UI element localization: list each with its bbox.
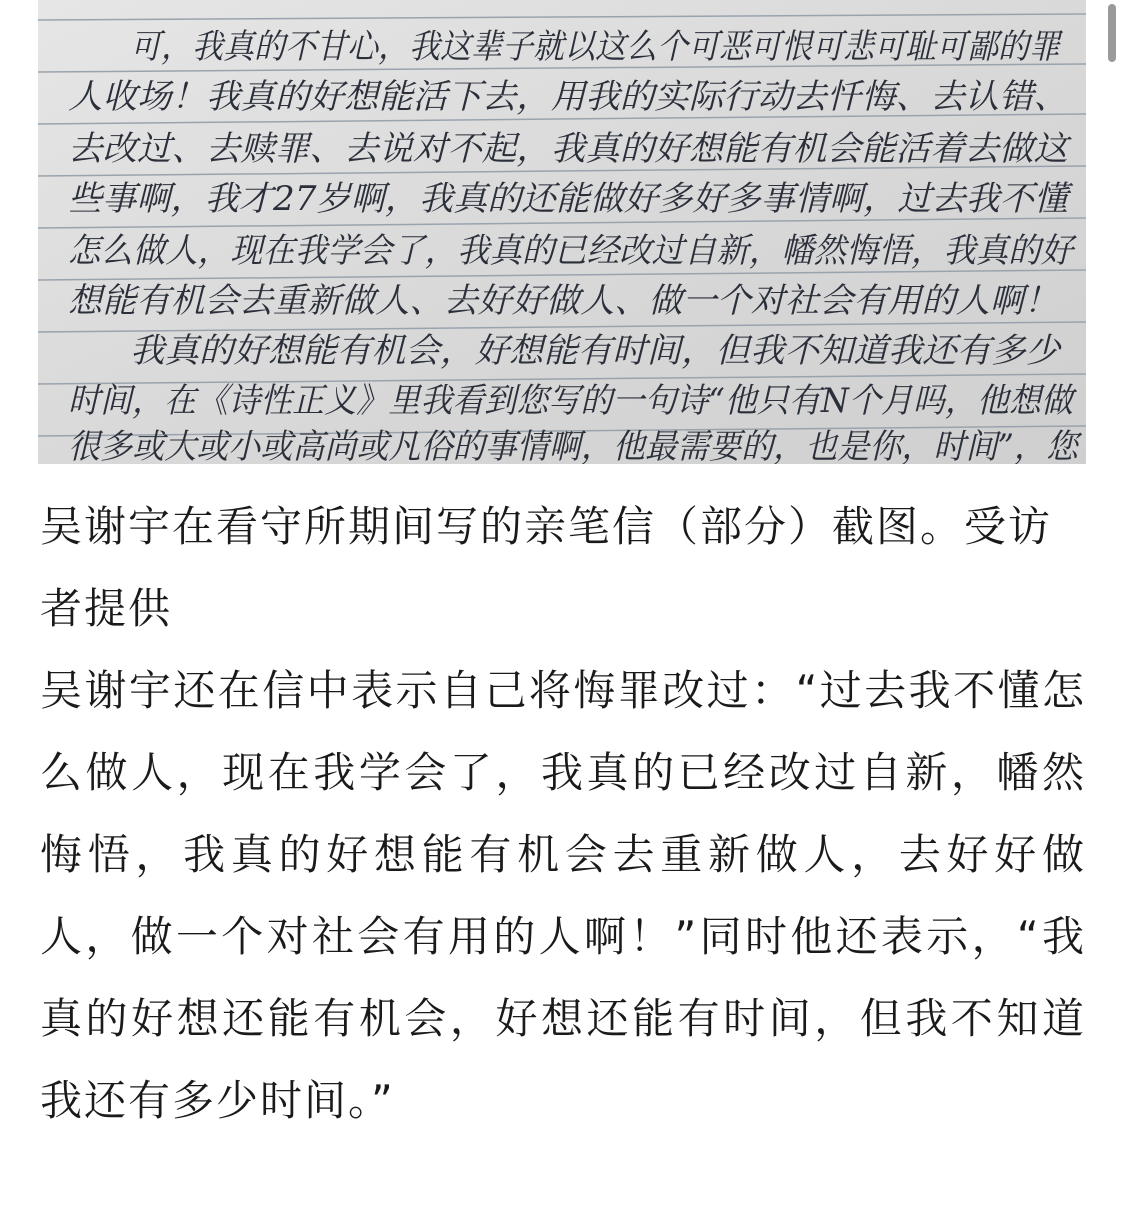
letter-paper (38, 0, 1086, 464)
letter-line: 可，我真的不甘心，我这辈子就以这么个可恶可恨可悲可耻可鄙的罪 (130, 27, 1064, 67)
handwritten-letter-image (38, 0, 1086, 464)
letter-line: 我真的好想能有机会，好想能有时间，但我不知道我还有多少 (130, 331, 1066, 371)
letter-line: 想能有机会去重新做人、去好好做人、做一个对社会有用的人啊！ (68, 281, 1058, 321)
letter-line: 人收场！我真的好想能活下去，用我的实际行动去忏悔、去认错、 (68, 77, 1068, 117)
letter-line: 些事啊，我才27岁啊，我真的还能做好多好多事情啊，过去我不懂 (68, 179, 1075, 219)
scrollbar-thumb[interactable] (1108, 4, 1116, 62)
image-caption: 吴谢宇在看守所期间写的亲笔信（部分）截图。受访者提供 (40, 502, 1053, 633)
letter-line: 很多或大或小或高尚或凡俗的事情啊，他最需要的，也是你，时间”，您 (68, 427, 1083, 464)
letter-line: 去改过、去赎罪、去说对不起，我真的好想能有机会能活着去做这 (68, 129, 1073, 169)
scrollbar[interactable] (1104, 0, 1122, 70)
article-paragraph: 吴谢宇还在信中表示自己将悔罪改过：“过去我不懂怎么做人，现在我学会了，我真的已经改过自新，幡然悔悟，我真的好想能有机会去重新做人，去好好做人，做一个对社会有用的人啊！”同时他还表示，“我真的好想还能有机会，好想还能有时间，但我不知道我还有多少时间。” (40, 666, 1086, 1125)
letter-line: 时间，在《诗性正义》里我看到您写的一句诗“他只有N个月吗，他想做 (68, 381, 1078, 421)
letter-handwriting (68, 27, 1083, 464)
letter-line: 怎么做人，现在我学会了，我真的已经改过自新，幡然悔悟，我真的好 (68, 231, 1077, 271)
